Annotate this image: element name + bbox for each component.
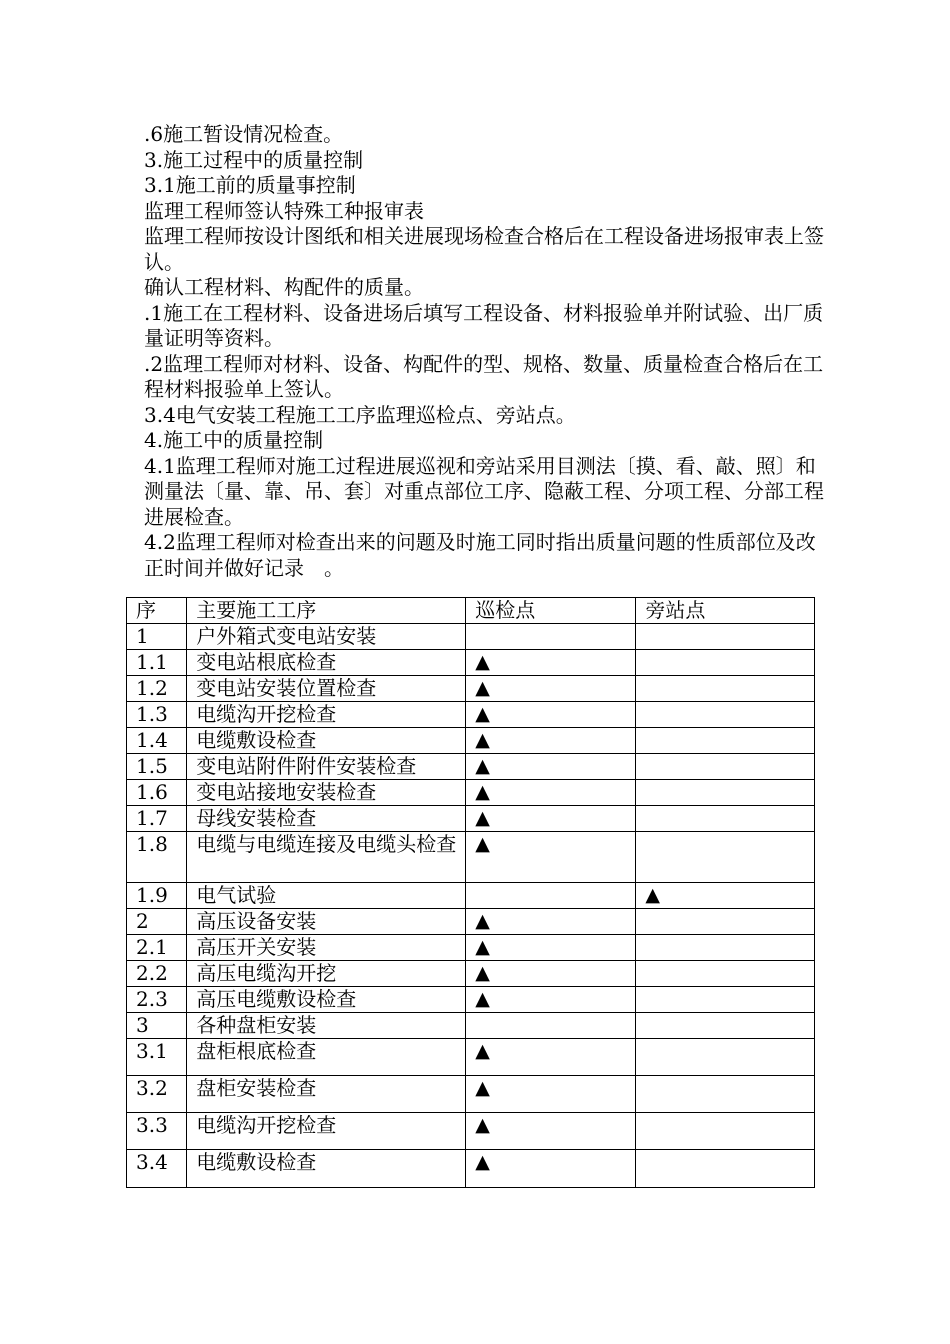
header-side-station-point: 旁站点 [636,598,815,624]
cell-patrol-mark: ▲ [466,1039,636,1076]
cell-patrol-mark: ▲ [466,832,636,883]
subsection-heading: 3.4电气安装工程施工工序监理巡检点、旁站点。 [144,402,576,427]
cell-process: 盘柜安装检查 [187,1076,466,1113]
cell-patrol-mark: ▲ [466,1150,636,1188]
cell-process: 变电站接地安装检查 [187,780,466,806]
table-row [127,909,815,935]
cell-seq: 2.1 [127,935,187,961]
cell-side-station-mark [636,728,815,754]
cell-seq: 1.7 [127,806,187,832]
inspection-points-table [126,597,815,1188]
table-row [127,883,815,909]
cell-seq: 3.2 [127,1076,187,1113]
cell-process: 盘柜根底检查 [187,1039,466,1076]
cell-side-station-mark [636,832,815,883]
paragraph: .2监理工程师对材料、设备、构配件的型、规格、数量、质量检查合格后在工程材料报验单上签认。 [144,351,824,401]
cell-patrol-mark: ▲ [466,780,636,806]
cell-patrol-mark: ▲ [466,806,636,832]
table-body [127,624,815,1188]
cell-seq: 3.1 [127,1039,187,1076]
cell-side-station-mark [636,676,815,702]
cell-process: 电缆沟开挖检查 [187,1113,466,1150]
paragraph: .6施工暂设情况检查。 [144,122,344,146]
cell-process: 变电站附件附件安装检查 [187,754,466,780]
table-row [127,987,815,1013]
cell-process: 高压电缆敷设检查 [187,987,466,1013]
table-row [127,1113,815,1150]
cell-seq: 1.9 [127,883,187,909]
cell-side-station-mark [636,1076,815,1113]
body-text [144,122,824,581]
cell-seq: 3.3 [127,1113,187,1150]
cell-process: 电缆敷设检查 [187,728,466,754]
cell-side-station-mark [636,1113,815,1150]
table-row [127,1076,815,1113]
cell-seq: 2.3 [127,987,187,1013]
table-row [127,961,815,987]
cell-process: 电缆敷设检查 [187,1150,466,1188]
cell-process: 电气试验 [187,883,466,909]
cell-side-station-mark [636,1150,815,1188]
cell-patrol-mark: ▲ [466,754,636,780]
cell-seq: 1.6 [127,780,187,806]
cell-process: 变电站根底检查 [187,650,466,676]
cell-seq: 3 [127,1013,187,1039]
cell-process: 电缆沟开挖检查 [187,702,466,728]
table-row [127,935,815,961]
cell-side-station-mark [636,1013,815,1039]
paragraph: 4.1监理工程师对施工过程进展巡视和旁站采用目测法〔摸、看、敲、照〕和测量法〔量、靠、吊、套〕对重点部位工序、隐蔽工程、分项工程、分部工程进展检查。 [144,453,824,529]
section-heading: 3.施工过程中的质量控制 [144,147,364,172]
table-row [127,1150,815,1188]
table-row [127,806,815,832]
cell-side-station-mark [636,935,815,961]
header-seq: 序 [127,598,187,624]
cell-patrol-mark: ▲ [466,987,636,1013]
cell-patrol-mark [466,624,636,650]
cell-side-station-mark [636,909,815,935]
cell-side-station-mark [636,961,815,987]
cell-seq: 2.2 [127,961,187,987]
cell-seq: 1.8 [127,832,187,883]
cell-seq: 1.5 [127,754,187,780]
cell-seq: 1.1 [127,650,187,676]
cell-side-station-mark [636,780,815,806]
header-process: 主要施工工序 [187,598,466,624]
cell-process: 变电站安装位置检查 [187,676,466,702]
paragraph: 监理工程师签认特殊工种报审表 [144,198,424,223]
cell-patrol-mark: ▲ [466,1076,636,1113]
cell-seq: 3.4 [127,1150,187,1188]
header-patrol-point: 巡检点 [466,598,636,624]
cell-side-station-mark [636,624,815,650]
cell-process: 户外箱式变电站安装 [187,624,466,650]
cell-side-station-mark [636,806,815,832]
cell-patrol-mark: ▲ [466,650,636,676]
table-row [127,702,815,728]
cell-process: 高压设备安装 [187,909,466,935]
section-heading: 4.施工中的质量控制 [144,428,324,452]
cell-process: 电缆与电缆连接及电缆头检查 [187,832,466,883]
cell-patrol-mark: ▲ [466,702,636,728]
cell-patrol-mark: ▲ [466,909,636,935]
cell-side-station-mark [636,1039,815,1076]
cell-patrol-mark: ▲ [466,676,636,702]
paragraph: 4.2监理工程师对检查出来的问题及时施工同时指出质量问题的性质部位及改正时间并做好记录 。 [144,530,816,580]
cell-patrol-mark [466,1013,636,1039]
cell-side-station-mark [636,702,815,728]
table-row [127,624,815,650]
table-row [127,676,815,702]
cell-side-station-mark [636,754,815,780]
cell-process: 母线安装检查 [187,806,466,832]
cell-process: 各种盘柜安装 [187,1013,466,1039]
paragraph: 确认工程材料、构配件的质量。 [144,275,424,299]
table-row [127,780,815,806]
table-row [127,754,815,780]
cell-seq: 1.2 [127,676,187,702]
cell-patrol-mark: ▲ [466,1113,636,1150]
cell-seq: 1 [127,624,187,650]
table-row [127,728,815,754]
table-row [127,832,815,883]
cell-patrol-mark [466,883,636,909]
table-row [127,1039,815,1076]
cell-side-station-mark [636,987,815,1013]
cell-patrol-mark: ▲ [466,728,636,754]
table-row [127,650,815,676]
cell-seq: 1.4 [127,728,187,754]
table-row [127,1013,815,1039]
cell-patrol-mark: ▲ [466,935,636,961]
subsection-heading: 3.1施工前的质量事控制 [144,173,356,197]
cell-side-station-mark [636,650,815,676]
paragraph: 监理工程师按设计图纸和相关进展现场检查合格后在工程设备进场报审表上签认。 [144,224,824,274]
cell-seq: 2 [127,909,187,935]
cell-seq: 1.3 [127,702,187,728]
table-header-row [127,598,815,624]
cell-process: 高压电缆沟开挖 [187,961,466,987]
cell-patrol-mark: ▲ [466,961,636,987]
cell-process: 高压开关安装 [187,935,466,961]
paragraph: .1施工在工程材料、设备进场后填写工程设备、材料报验单并附试验、出厂质量证明等资料。 [144,300,824,350]
cell-side-station-mark: ▲ [636,883,815,909]
